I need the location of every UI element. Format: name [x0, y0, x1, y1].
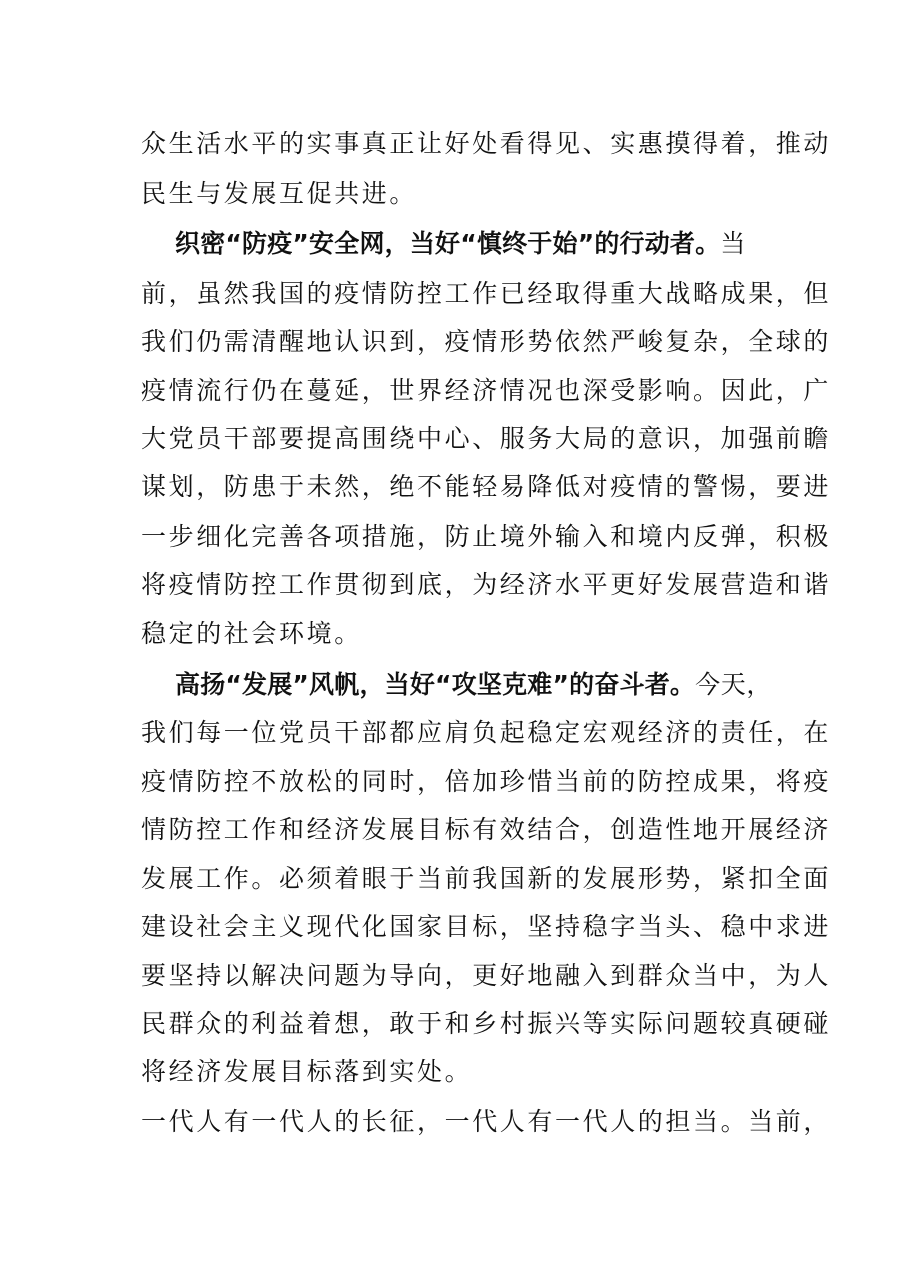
paragraph-heading: 织密“防疫”安全网，当好“慎终于始”的行动者。: [175, 229, 721, 258]
text-line: 将疫情防控工作贯彻到底，为经济水平更好发展营造和谐: [141, 570, 832, 599]
text-line: 将经济发展目标落到实处。: [141, 1057, 473, 1086]
text-line: 要坚持以解决问题为导向，更好地融入到群众当中，为人: [141, 961, 832, 990]
text-line: 情防控工作和经济发展目标有效结合，创造性地开展经济: [141, 815, 832, 844]
text-line: 我们仍需清醒地认识到，疫情形势依然严峻复杂，全球的: [141, 327, 832, 356]
paragraph-heading-line: [175, 669, 772, 701]
text-line: 民群众的利益着想，敢于和乡村振兴等实际问题较真硬碰: [141, 1009, 832, 1038]
text-line: 众生活水平的实事真正让好处看得见、实惠摸得着，推动: [141, 129, 832, 158]
paragraph-heading: 高扬“发展”风帆，当好“攻坚克难”的奋斗者。: [175, 670, 696, 699]
text-fragment: 今天，: [695, 670, 772, 699]
text-line: 我们每一位党员干部都应肩负起稳定宏观经济的责任，在: [141, 718, 832, 747]
text-line: 民生与发展互促共进。: [141, 179, 418, 208]
text-line: 一步细化完善各项措施，防止境外输入和境内反弹，积极: [141, 522, 832, 551]
text-line: 稳定的社会环境。: [141, 619, 362, 648]
text-line: 谋划，防患于未然，绝不能轻易降低对疫情的警惕，要进: [141, 472, 832, 501]
text-fragment: 当: [720, 229, 746, 258]
text-line: 一代人有一代人的长征，一代人有一代人的担当。当前，: [141, 1107, 832, 1136]
paragraph-heading-line: [175, 228, 746, 260]
text-line: 前，虽然我国的疫情防控工作已经取得重大战略成果，但: [141, 279, 832, 308]
text-line: 疫情流行仍在蔓延，世界经济情况也深受影响。因此，广: [141, 376, 832, 405]
text-line: 发展工作。必须着眼于当前我国新的发展形势，紧扣全面: [141, 864, 832, 893]
text-line: 大党员干部要提高围绕中心、服务大局的意识，加强前瞻: [141, 424, 832, 453]
text-line: 建设社会主义现代化国家目标，坚持稳字当头、稳中求进: [141, 912, 832, 941]
text-line: 疫情防控不放松的同时，倍加珍惜当前的防控成果，将疫: [141, 767, 832, 796]
